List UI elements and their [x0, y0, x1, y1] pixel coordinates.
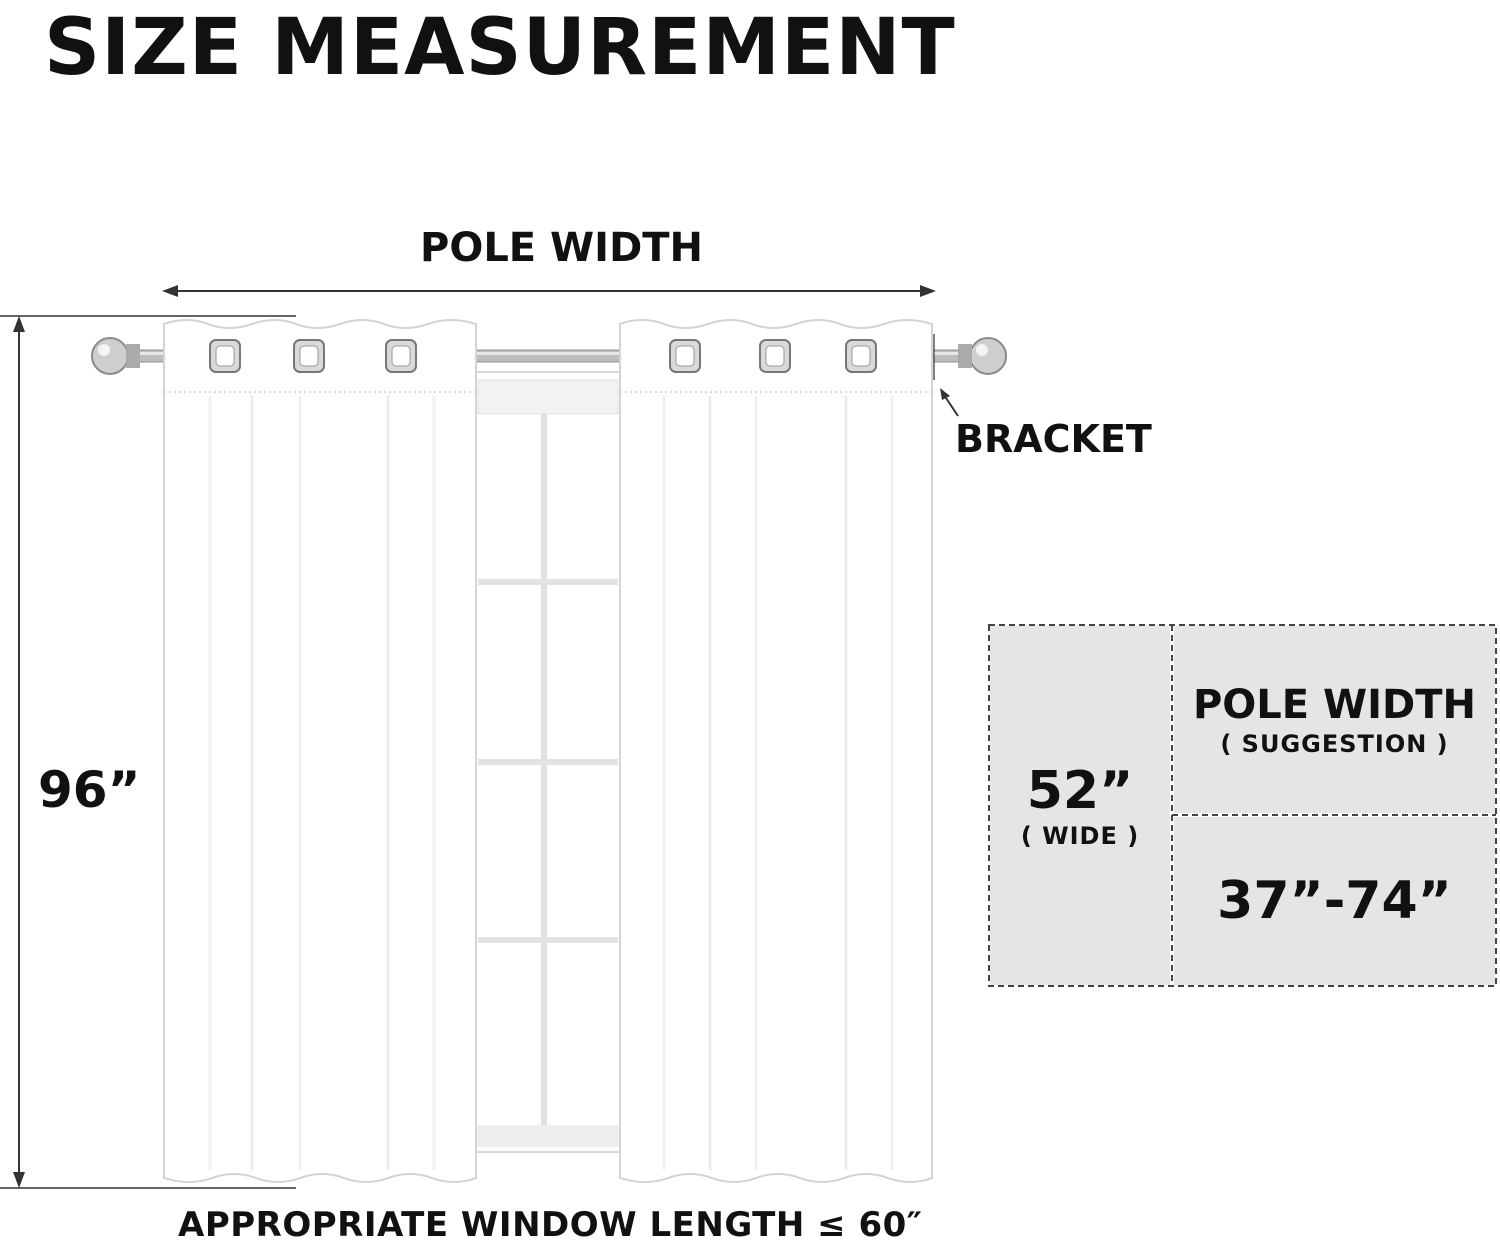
pole-width-arrow [162, 285, 936, 297]
width-note: ( WIDE ) [1020, 821, 1140, 850]
height-label: 96” [38, 761, 141, 819]
bracket-label: BRACKET [955, 417, 1152, 461]
left-curtain-panel [164, 320, 476, 1182]
page-title: SIZE MEASUREMENT [44, 3, 956, 93]
pole-width-note: ( SUGGESTION ) [1220, 729, 1449, 758]
right-curtain-panel [620, 320, 932, 1182]
pole-range-value: 37”-74” [1217, 871, 1452, 931]
bracket-pointer [934, 334, 958, 416]
window-length-label: APPROPRIATE WINDOW LENGTH ≤ 60″ [178, 1205, 923, 1245]
pole-range-cell [1174, 817, 1495, 985]
pole-width-header: POLE WIDTH [1192, 681, 1477, 728]
width-value: 52” [1026, 760, 1134, 821]
grommet [760, 340, 790, 372]
grommet [386, 340, 416, 372]
pole-width-label: POLE WIDTH [420, 225, 704, 271]
grommet [846, 340, 876, 372]
window [472, 372, 624, 1152]
pole-width-header-cell [1174, 626, 1495, 813]
grommet [670, 340, 700, 372]
size-table [988, 624, 1497, 987]
grommet [294, 340, 324, 372]
width-cell [990, 626, 1170, 985]
grommet [210, 340, 240, 372]
